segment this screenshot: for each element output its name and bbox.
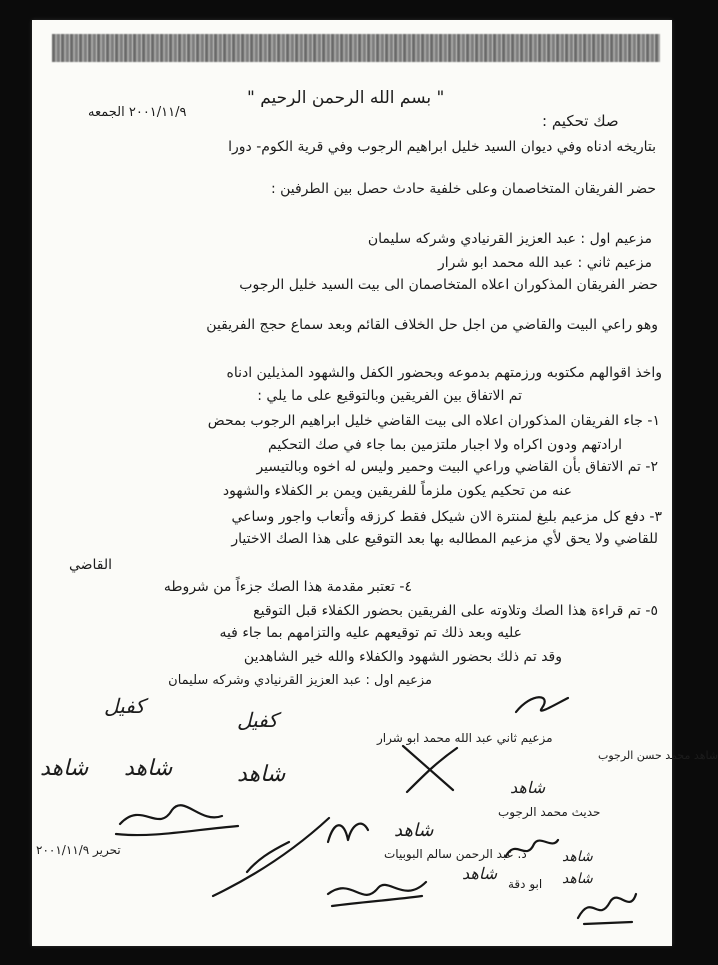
text-line-19: وقد تم ذلك بحضور الشهود والكفلاء والله خير الشاهدين [243,649,562,665]
kafil-label-2: كفيل [237,708,278,732]
name-bottom: د. عبد الرحمن سالم البوبيات [384,847,527,861]
witness-label-1: شاهد [40,756,89,781]
text-line-10: ارادتهم ودون اكراه ولا اجبار ملتزمين بما جاء في صك التحكيم [268,437,622,453]
initials-signature [322,812,372,852]
party-2-signature-line: مزعيم ثاني عبد الله محمد ابو شرار [377,731,553,745]
hand-signature-bottom-right [572,884,642,930]
witness-label-5: شاهد [394,820,434,841]
text-line-7: واخذ اقوالهم مكتوبه ورزمتهم بدموعه وبحضور الكفل والشهود المذيلين ادناه [226,365,662,381]
text-line-3: مزعيم اول : عبد العزيز القرنيادي وشركه سليمان [367,231,652,247]
x-mark-signature [397,740,467,800]
text-line-12: عنه من تحكيم يكون ملزماً للفريقين ويمن بر الكفلاء والشهود [222,483,572,499]
text-line-17: ٥- تم قراءة هذا الصك وتلاوته على الفريقين بحضور الكفلاء قبل التوقيع [253,603,658,619]
witness-label-4: شاهد [510,778,546,797]
scribble-signature [322,872,432,912]
text-line-16: ٤- تعتبر مقدمة هذا الصك جزءاً من شروطه [163,579,412,595]
witness-bottom-1: شاهد [562,849,593,865]
text-line-14: للقاضي ولا يحق لأي مزعيم المطالبه بها بعد التوقيع على هذا الصك الاختيار [231,531,658,547]
witness-bottom-2: شاهد [562,871,593,887]
text-line-9: ١- جاء الفريقان المذكوران اعلاه الى بيت القاضي خليل ابراهيم الرجوب بمحض [207,413,660,429]
text-line-8: تم الاتفاق بين الفريقين وبالتوقيع على ما يلي : [257,388,522,404]
text-line-2: حضر الفريقان المتخاصمان وعلى خلفية حادث حصل بين الطرفين : [270,181,656,197]
witness-label-6: شاهد [462,864,498,883]
text-line-20: مزعيم اول : عبد العزيز القرنيادي وشركه سليمان [168,673,432,688]
text-line-13: ٣- دفع كل مزعيم بليغ لمنترة الان شيكل فقط كرزقه وأتعاب واجور وساعي [231,509,662,525]
text-line-5: حضر الفريقان المذكوران اعلاه المتخاصمان الى بيت السيد خليل الرجوب [239,277,658,293]
kafil-label-1: كفيل [104,694,145,718]
text-line-1: بتاريخه ادناه وفي ديوان السيد خليل ابراهيم الرجوب وفي قرية الكوم- دورا [228,139,656,155]
scan-artifact-bar [52,34,660,62]
basmala: " بسم الله الرحمن الرحيم " [247,88,445,108]
witness-right-1: شاهد محمد حسن الرجوب [598,749,718,762]
date-top: ٢٠٠١/١١/٩ الجمعه [88,105,187,120]
document-page [32,20,718,946]
party-1-signature [512,690,572,720]
document-heading: صك تحكيم : [542,112,619,130]
text-line-6: وهو راعي البيت والقاضي من اجل حل الخلاف القائم وبعد سماع حجج الفريقين [206,317,658,333]
date-bottom: تحرير ٢٠٠١/١١/٩ [36,843,121,857]
witness-label-3: شاهد [237,762,286,787]
text-line-15: القاضي [68,557,112,573]
text-line-18: عليه وبعد ذلك تم توقيعهم عليه والتزامهم بما جاء فيه [219,625,522,641]
name-bottom-2: ابو دقة [508,877,543,891]
text-line-4: مزعيم ثاني : عبد الله محمد ابو شرار [437,255,652,271]
witness-label-2: شاهد [124,756,173,781]
long-stroke-signature [207,812,337,902]
witness-right-2: حديث محمد الرجوب [498,805,601,819]
text-line-11: ٢- تم الاتفاق بأن القاضي وراعي البيت وحمير وليس له اخوه وبالتيسير [256,459,658,475]
